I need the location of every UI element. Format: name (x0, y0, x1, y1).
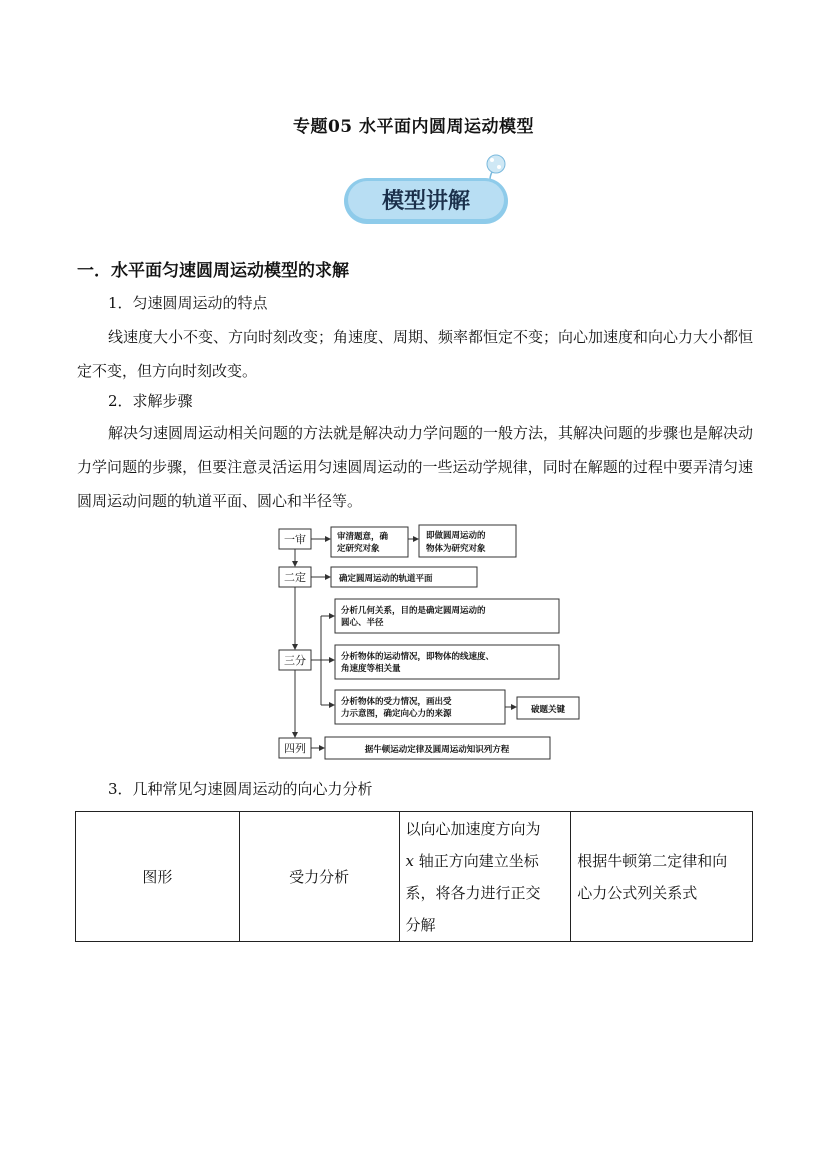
flow-text: 力示意图，确定向心力的来源 (341, 709, 452, 719)
flow-step1-label: 一审 (284, 533, 306, 546)
solution-steps-flowchart (275, 520, 595, 765)
cell-line: 以向心加速度方向为 (405, 819, 541, 838)
item3-title: 3．几种常见匀速圆周运动的向心力分析 (108, 780, 373, 798)
table-header-force-analysis: 受力分析 (239, 812, 399, 942)
flow-step2-label: 二定 (284, 571, 306, 584)
banner-label: 模型讲解 (381, 189, 471, 214)
item1-body: 线速度大小不变、方向时刻改变；角速度、周期、频率都恒定不变；向心加速度和向心力大小都恒定不变，但方向时刻改变。 (77, 328, 754, 380)
item2-body: 解决匀速圆周运动相关问题的方法就是解决动力学问题的一般方法，其解决问题的步骤也是解决动力学问题的步骤，但要注意灵活运用匀速圆周运动的一些运动学规律，同时在解题的过程中要弄清匀速圆周运动问题的轨道平面、圆心和半径等。 (77, 424, 754, 510)
item1-title: 1．匀速圆周运动的特点 (108, 294, 268, 312)
cell-line: 心力公式列关系式 (577, 883, 698, 902)
page-title: 专题05 水平面内圆周运动模型 (292, 117, 535, 137)
flow-step3-label: 三分 (284, 654, 306, 667)
cell-line: 系，将各力进行正交 (405, 883, 541, 902)
flow-text: 物体为研究对象 (426, 544, 486, 554)
section-heading: 一．水平面匀速圆周运动模型的求解 (77, 261, 349, 281)
flow-text: 定研究对象 (337, 544, 380, 554)
flow-text: 据牛顿运动定律及圆周运动知识列方程 (364, 745, 510, 755)
flow-text: 圆心、半径 (341, 618, 384, 628)
cell-var: x (405, 851, 414, 870)
cell-line: 轴正方向建立坐标 (413, 851, 539, 870)
flow-text: 分析物体的运动情况，即物体的线速度、 (341, 652, 495, 662)
table-row (76, 812, 753, 942)
table-header-figure: 图形 (76, 812, 240, 942)
cell-line: 分解 (405, 915, 436, 934)
flow-text: 即做圆周运动的 (426, 531, 486, 541)
model-banner (342, 150, 514, 230)
flow-text: 分析几何关系，目的是确定圆周运动的 (341, 606, 486, 616)
flow-text: 角速度等相关量 (341, 664, 401, 674)
flow-text: 确定圆周运动的轨道平面 (339, 574, 433, 584)
flow-text: 破题关键 (530, 705, 566, 715)
flow-text: 审清题意，确 (337, 532, 389, 542)
item2-title: 2．求解步骤 (108, 392, 193, 410)
flow-text: 分析物体的受力情况，画出受 (341, 697, 452, 707)
flow-step4-label: 四列 (284, 742, 306, 755)
table-header-coordinates (399, 812, 571, 942)
cell-line: 根据牛顿第二定律和向 (577, 851, 728, 870)
centripetal-analysis-table (75, 811, 753, 942)
table-header-equations (571, 812, 753, 942)
